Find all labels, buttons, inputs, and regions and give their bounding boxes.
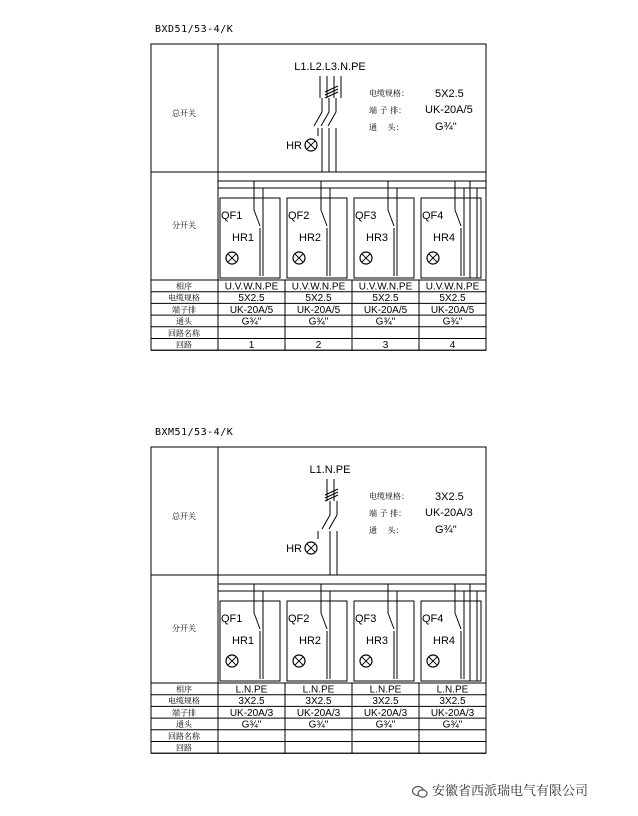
top-main-breaker-blade (321, 112, 329, 126)
bottom-row-label-circuit: 回路 (176, 743, 192, 753)
top-spec-cable-label: 电缆规格： (369, 89, 409, 98)
top-main-switch-label: 总开关 (172, 109, 196, 118)
top-breaker-label-4: QF4 (422, 210, 444, 222)
bottom-diagram-title: BXM51/53-4/K (155, 427, 234, 438)
bottom-spec-cable-label: 电缆规格： (369, 492, 409, 501)
bottom-col4-phase: L.N.PE (436, 684, 469, 696)
top-col3-phase: U.V.W.N.PE (358, 281, 413, 293)
bottom-branch-switch-label: 分开关 (172, 624, 196, 633)
top-col1-circuit: 1 (248, 340, 255, 351)
bottom-col2-terminal: UK-20A/3 (296, 707, 341, 719)
top-row-label-head: 通头 (176, 317, 192, 327)
top-spec-cable-value: 5X2.5 (435, 88, 464, 100)
bottom-spec-terminal-value: UK-20A/3 (425, 507, 473, 519)
bottom-branch-blade (388, 613, 394, 629)
bottom-col3-terminal: UK-20A/3 (363, 707, 408, 719)
bottom-spec-head-value: G¾" (435, 524, 457, 536)
bottom-breaker-label-1: QF1 (221, 613, 243, 625)
bottom-breaker-label-4: QF4 (422, 613, 444, 625)
top-breaker-label-3: QF3 (355, 210, 377, 222)
bottom-bus-label: L1.N.PE (309, 464, 351, 476)
top-branch-switch-label: 分开关 (172, 221, 196, 230)
bottom-row-label-cable: 电缆规格 (168, 696, 200, 706)
top-bus-label: L1.L2.L3.N.PE (294, 61, 366, 73)
wechat-icon (412, 785, 428, 799)
top-main-lamp-label: HR (286, 140, 302, 152)
top-col3-circuit: 3 (382, 340, 389, 351)
bottom-col3-phase: L.N.PE (369, 684, 402, 696)
top-branch-blade (321, 210, 327, 226)
top-col3-cable: 5X2.5 (372, 293, 399, 305)
top-spec-terminal-label: 端 子 排： (369, 106, 407, 115)
bottom-col2-phase: L.N.PE (302, 684, 335, 696)
bottom-branch-blade (254, 613, 260, 629)
bottom-breaker-label-3: QF3 (355, 613, 377, 625)
top-branch-blade (455, 210, 461, 226)
top-col2-terminal: UK-20A/5 (296, 304, 341, 316)
bottom-lamp-label-4: HR4 (433, 635, 456, 647)
top-col4-circuit: 4 (449, 340, 456, 351)
top-lamp-label-2: HR2 (299, 232, 322, 244)
top-col2-head: G¾" (308, 316, 329, 328)
top-col3-terminal: UK-20A/5 (363, 304, 408, 316)
bottom-row-label-circuit-name: 回路名称 (168, 731, 200, 741)
bottom-col4-cable: 3X2.5 (439, 696, 466, 708)
top-row-label-circuit-name: 回路名称 (168, 328, 200, 338)
bottom-main-lamp-label: HR (286, 543, 302, 555)
bottom-col1-cable: 3X2.5 (238, 696, 265, 708)
top-col4-terminal: UK-20A/5 (430, 304, 475, 316)
top-col2-cable: 5X2.5 (305, 293, 332, 305)
top-col2-circuit: 2 (315, 340, 322, 351)
bottom-col3-head: G¾" (375, 719, 396, 731)
top-spec-head-label: 通 头： (369, 123, 404, 132)
top-col1-phase: U.V.W.N.PE (224, 281, 279, 293)
top-col1-terminal: UK-20A/5 (229, 304, 274, 316)
top-row-label-terminal: 端子排 (172, 305, 196, 315)
top-spec-terminal-value: UK-20A/5 (425, 104, 473, 116)
bottom-row-label-phase: 相序 (176, 685, 192, 694)
bottom-col1-terminal: UK-20A/3 (229, 707, 274, 719)
top-col4-phase: U.V.W.N.PE (425, 281, 480, 293)
top-branch-blade (388, 210, 394, 226)
bottom-col4-head: G¾" (442, 719, 463, 731)
bottom-col1-phase: L.N.PE (235, 684, 268, 696)
top-main-breaker-blade (314, 112, 322, 126)
bottom-branch-blade (321, 613, 327, 629)
watermark-text: 安徽省西派瑞电气有限公司 (432, 784, 589, 799)
bottom-lamp-label-1: HR1 (232, 635, 255, 647)
bottom-col2-head: G¾" (308, 719, 329, 731)
bottom-lamp-label-3: HR3 (366, 635, 389, 647)
top-col1-cable: 5X2.5 (238, 293, 265, 305)
top-row-label-cable: 电缆规格 (168, 293, 200, 303)
top-col4-head: G¾" (442, 316, 463, 328)
top-row-label-circuit: 回路 (176, 340, 192, 350)
top-col1-head: G¾" (241, 316, 262, 328)
top-col4-cable: 5X2.5 (439, 293, 466, 305)
bottom-branch-blade (455, 613, 461, 629)
top-diagram-title: BXD51/53-4/K (155, 24, 234, 35)
top-lamp-label-3: HR3 (366, 232, 389, 244)
bottom-breaker-label-2: QF2 (288, 613, 310, 625)
bottom-spec-cable-value: 3X2.5 (435, 491, 464, 503)
top-row-label-phase: 相序 (176, 282, 192, 291)
bottom-col4-terminal: UK-20A/3 (430, 707, 475, 719)
bottom-col1-head: G¾" (241, 719, 262, 731)
bottom-main-breaker-blade (322, 515, 330, 529)
bottom-lamp-label-2: HR2 (299, 635, 322, 647)
bottom-col2-cable: 3X2.5 (305, 696, 332, 708)
top-col2-phase: U.V.W.N.PE (291, 281, 346, 293)
top-main-breaker-blade (328, 112, 336, 126)
top-col3-head: G¾" (375, 316, 396, 328)
top-spec-head-value: G¾" (435, 121, 457, 133)
bottom-row-label-terminal: 端子排 (172, 708, 196, 718)
bottom-spec-head-label: 通 头： (369, 526, 404, 535)
watermark (412, 780, 588, 799)
bottom-main-switch-label: 总开关 (172, 512, 196, 521)
top-breaker-label-1: QF1 (221, 210, 243, 222)
bottom-spec-terminal-label: 端 子 排： (369, 509, 407, 518)
bottom-row-label-head: 通头 (176, 720, 192, 730)
bottom-col3-cable: 3X2.5 (372, 696, 399, 708)
top-lamp-label-4: HR4 (433, 232, 456, 244)
top-breaker-label-2: QF2 (288, 210, 310, 222)
bottom-main-breaker-blade (329, 515, 337, 529)
top-lamp-label-1: HR1 (232, 232, 255, 244)
top-branch-blade (254, 210, 260, 226)
